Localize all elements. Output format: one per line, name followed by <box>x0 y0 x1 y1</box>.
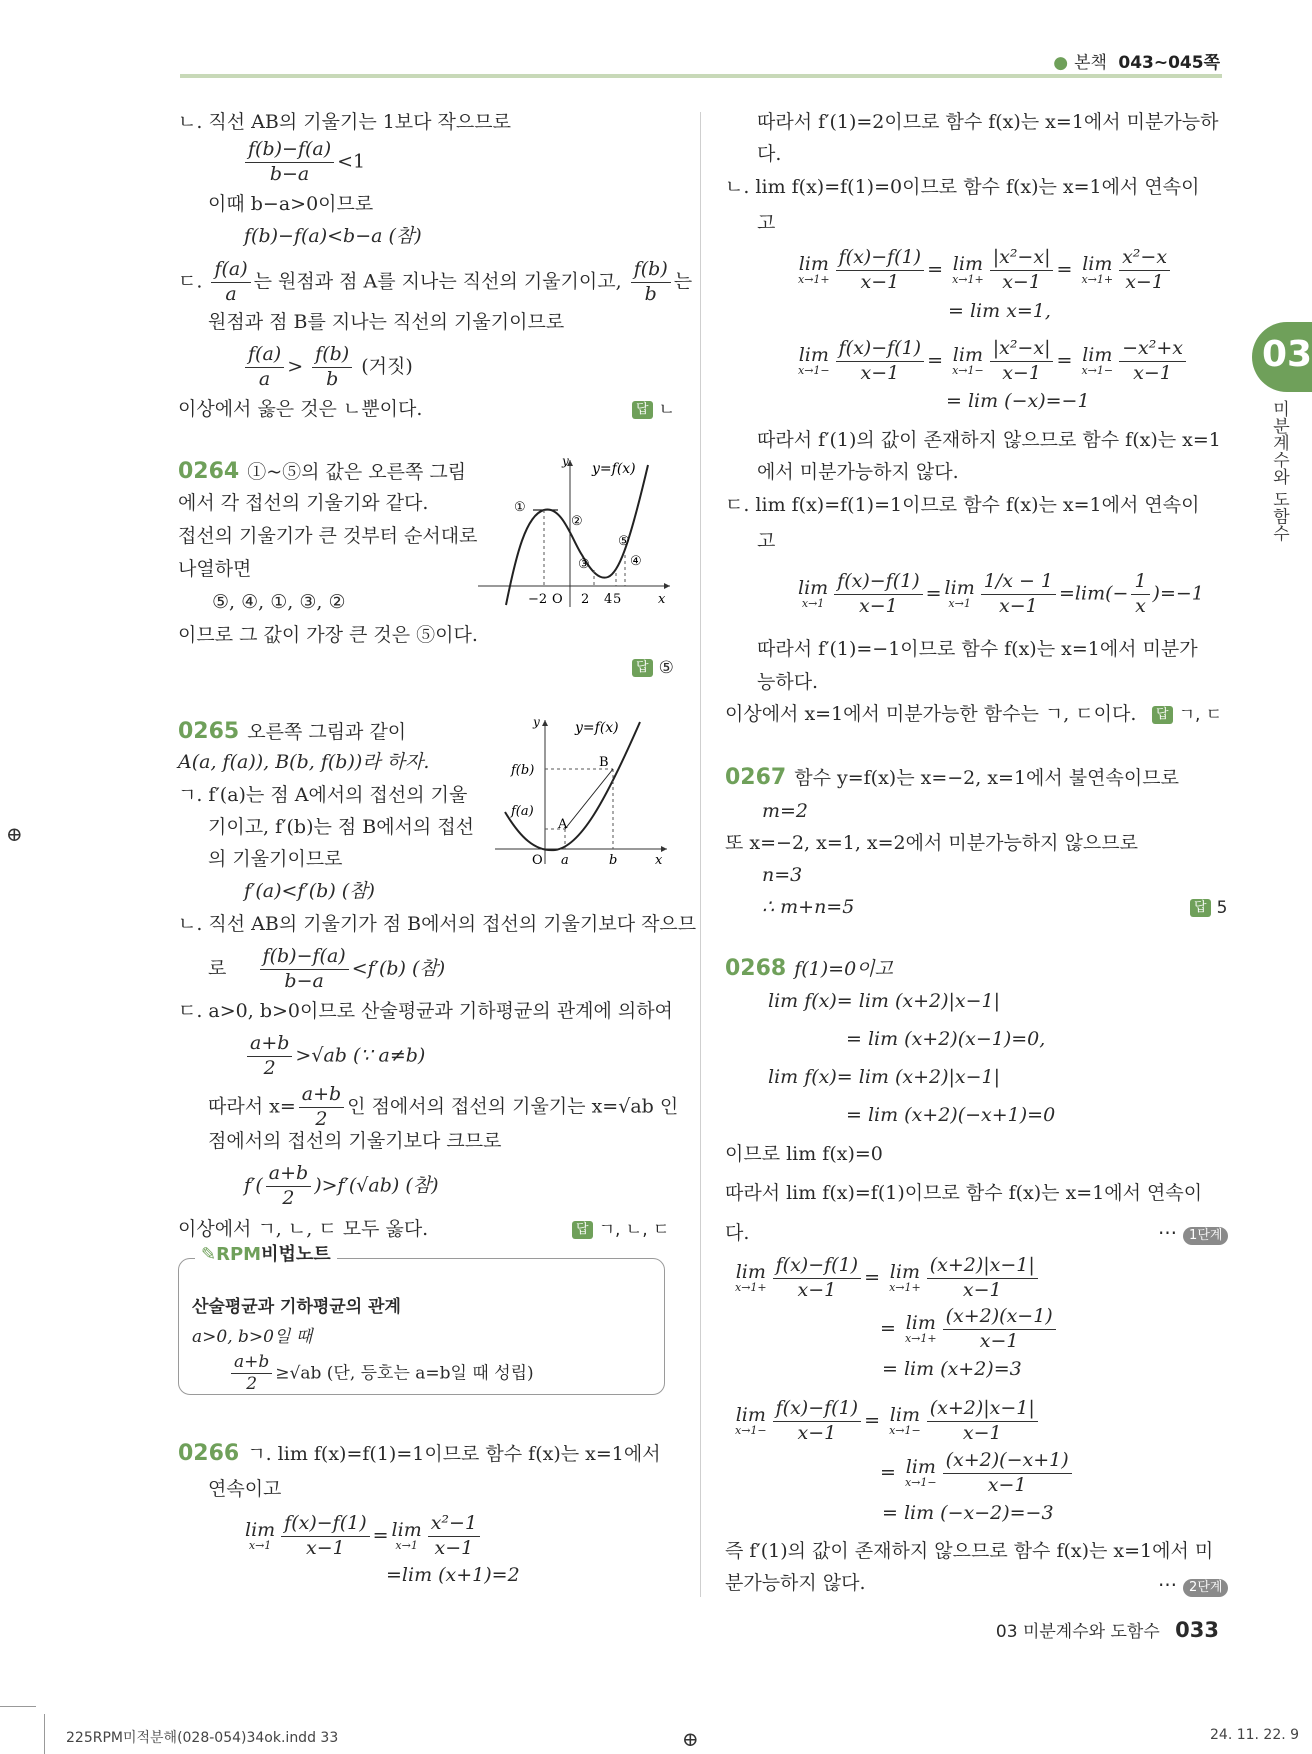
graph-265 <box>495 712 675 867</box>
crop-mark <box>0 1706 36 1707</box>
note-line: a>0, b>0일 때 <box>192 1327 313 1347</box>
answer-badge: 답 <box>1190 899 1211 917</box>
math-line: 따라서 x= $\frac{a+b}{2}$ 인 점에서의 접선의 기울기는 x=√ab 인 <box>208 1083 679 1130</box>
text-line: 능하다. <box>757 671 819 693</box>
math-line: lim x→1− $\frac{f(x)-f(1)}{x-1}$ = lim x→1− $\frac{\text{|x²−x|}}{x-1}$ = lim x→1− $\frac{\text{−x²+x}}{x-1}$ <box>795 337 1189 386</box>
text-line: ㄷ. lim f(x)=f(1)=1이므로 함수 f(x)는 x=1에서 연속이 <box>725 494 1200 516</box>
footer-chapter: 03 미분계수와 도함수 <box>995 1622 1160 1642</box>
text-line: 따라서 f′(1)의 값이 존재하지 않으므로 함수 f(x)는 x=1 <box>757 429 1221 451</box>
math-line: lim x→1− $\frac{f(x)-f(1)}{x-1}$ = lim x→1− $\frac{(x+2)|x-1|}{x-1}$ <box>732 1397 1041 1446</box>
math-line: = lim (−x)=−1 <box>946 390 1090 412</box>
math-line: = lim x=1, <box>948 300 1051 322</box>
text-line: 이상에서 x=1에서 미분가능한 함수는 ㄱ, ㄷ이다. <box>725 703 1137 725</box>
math-line: = lim x→1− $\frac{(x+2)(-x+1)}{x-1}$ <box>880 1449 1075 1498</box>
text-line: ㄴ. 직선 AB의 기울기는 1보다 작으므로 <box>178 111 511 133</box>
problem-268: 0268 f(1)=0이고 <box>725 956 893 981</box>
text-line: 분가능하지 않다. <box>725 1572 866 1594</box>
step-1-marker: ⋯ 1단계 <box>1158 1222 1228 1246</box>
registration-mark-icon: ⊕ <box>682 1727 699 1751</box>
math-line: lim x→1 $\frac{f(x)-f(1)}{x-1}$ = lim x→1 $\frac{\text{x²−1}}{x-1}$ <box>242 1512 483 1561</box>
math-line: ∴ m+n=5 <box>762 896 855 918</box>
math-line: m=2 <box>762 800 809 822</box>
problem-267: 0267 함수 y=f(x)는 x=−2, x=1에서 불연속이므로 <box>725 765 1179 790</box>
step-2-marker: ⋯ 2단계 <box>1158 1574 1228 1598</box>
answer: 답 ⑤ <box>632 658 674 679</box>
text-line: 따라서 f′(1)=2이므로 함수 f(x)는 x=1에서 미분가능하 <box>757 111 1219 133</box>
print-date: 24. 11. 22. 9 <box>1210 1727 1300 1743</box>
text-line: 점에서의 접선의 기울기보다 크므로 <box>208 1130 502 1152</box>
graph-x-label: x <box>658 592 666 607</box>
math-line: n=3 <box>762 864 803 886</box>
graph-264 <box>478 455 678 615</box>
text-line: 기이고, f′(b)는 점 B에서의 접선 <box>208 816 475 838</box>
label-A: A <box>558 817 568 832</box>
book-ref: 본책 <box>1074 53 1107 73</box>
label-fb: f(b) <box>511 763 535 778</box>
file-name: 225RPM미적분해(028-054)34ok.indd 33 <box>66 1730 339 1746</box>
math-line: lim x→1+ $\frac{f(x)-f(1)}{x-1}$ = lim x→1+ $\frac{\text{|x²−x|}}{x-1}$ = lim x→1+ $\frac{\text{x²−x}}{x-1}$ <box>795 246 1173 295</box>
note-formula: $\frac{a+b}{2}$ ≥√ab (단, 등호는 a=b일 때 성립) <box>228 1352 534 1396</box>
answer: 답 ㄴ <box>632 400 675 421</box>
text-line: 이상에서 ㄱ, ㄴ, ㄷ 모두 옳다. <box>178 1218 429 1240</box>
page-footer <box>996 1617 1219 1642</box>
math-line: $\frac{f(b)-f(a)}{b-a}$ <1 <box>242 138 365 187</box>
label-fa: f(a) <box>511 804 534 819</box>
math-line: = lim (x+2)(x−1)=0, <box>846 1028 1046 1050</box>
tick-origin: O <box>552 592 563 607</box>
text-line: ㄴ. 직선 AB의 기울기가 점 B에서의 접선의 기울기보다 작으므 <box>178 913 697 935</box>
text-line: ⑤, ④, ①, ③, ② <box>212 591 346 613</box>
answer: 답 5 <box>1190 898 1227 919</box>
rpm-note-tag: ✎RPM비법노트 <box>195 1240 337 1266</box>
text-line: 접선의 기울기가 큰 것부터 순서대로 <box>178 525 478 547</box>
math-line: lim f(x)= lim (x+2)|x−1| <box>768 1066 1001 1088</box>
text-line: 연속이고 <box>208 1478 282 1500</box>
text-line: 따라서 f′(1)=−1이므로 함수 f(x)는 x=1에서 미분가 <box>757 638 1198 660</box>
chapter-tab-title: 미분계수와 도함수 <box>1269 400 1289 542</box>
math-line: 로 $\frac{f(b)-f(a)}{b-a}$ <f′(b) (참) <box>208 945 446 992</box>
math-line: f′( $\frac{a+b}{2}$ )>f′(√ab) (참) <box>244 1162 439 1209</box>
math-line: =lim (x+1)=2 <box>386 1564 520 1586</box>
registration-mark-icon: ⊕ <box>6 822 23 846</box>
math-line: = lim x→1+ $\frac{(x+2)(x-1)}{x-1}$ <box>880 1305 1059 1354</box>
answer: 답 ㄱ, ㄷ <box>1152 705 1222 726</box>
text-line: 다. <box>725 1222 750 1244</box>
graph-x-label: x <box>655 853 663 868</box>
column-divider <box>700 112 701 1597</box>
label-a: a <box>561 853 569 868</box>
text-line: A(a, f(a)), B(b, f(b))라 하자. <box>178 751 430 773</box>
math-line: lim x→1+ $\frac{f(x)-f(1)}{x-1}$ = lim x→1+ $\frac{(x+2)|x-1|}{x-1}$ <box>732 1254 1041 1303</box>
math-line: $\frac{a+b}{2}$ >√ab (∵ a≠b) <box>244 1032 425 1081</box>
math-line: ㄷ. $\frac{f(a)}{a}$ 는 원점과 점 A를 지나는 직선의 기울기이고, $\frac{f(b)}{b}$ 는 <box>178 258 693 305</box>
note-title: 산술평균과 기하평균의 관계 <box>192 1297 401 1317</box>
math-line: f′(a)<f′(b) (참) <box>244 880 375 902</box>
math-line: = lim (x+2)(−x+1)=0 <box>846 1104 1056 1126</box>
math-line: = lim (x+2)=3 <box>882 1358 1022 1380</box>
math-line: 이므로 lim f(x)=0 <box>725 1143 883 1165</box>
tick-4: 4 <box>604 592 613 607</box>
text-line: 또 x=−2, x=1, x=2에서 미분가능하지 않으므로 <box>725 832 1138 854</box>
text-line: 에서 미분가능하지 않다. <box>757 461 959 483</box>
graph-y-label: y <box>533 715 540 729</box>
math-line: f(b)−f(a)<b−a (참) <box>244 225 422 247</box>
math-line: = lim (−x−2)=−3 <box>882 1502 1054 1524</box>
crop-mark <box>44 1714 45 1754</box>
math-line: lim x→1 $\frac{f(x)-f(1)}{x-1}$ = lim x→1 $\frac{1/x - 1}{x-1}$ =lim(− $\frac{1}{x}$ )=−1 <box>798 570 1204 617</box>
text-line: ㄴ. lim f(x)=f(1)=0이므로 함수 f(x)는 x=1에서 연속이 <box>725 176 1200 198</box>
math-line: $\frac{f(a)}{a}$ > $\frac{f(b)}{b}$ (거짓) <box>242 343 413 392</box>
mark-4: ④ <box>630 554 642 569</box>
tick-neg2: −2 <box>528 592 548 607</box>
label-B: B <box>599 755 609 770</box>
text-line: 따라서 lim f(x)=f(1)이므로 함수 f(x)는 x=1에서 연속이 <box>725 1182 1203 1204</box>
graph-y-label: y <box>562 454 569 468</box>
mark-1: ① <box>514 500 526 515</box>
label-b: b <box>609 853 618 868</box>
graph-func-label: y=f(x) <box>575 720 619 736</box>
text-line: 이므로 그 값이 가장 큰 것은 ⑤이다. <box>178 624 478 646</box>
text-line: 원점과 점 B를 지나는 직선의 기울기이므로 <box>208 311 565 333</box>
text-line: ㄷ. a>0, b>0이므로 산술평균과 기하평균의 관계에 의하여 <box>178 1000 673 1022</box>
pencil-icon: ✎ <box>201 1244 217 1265</box>
tick-5: 5 <box>613 592 622 607</box>
text-line: 의 기울기이므로 <box>208 848 343 870</box>
text-line: 고 <box>757 530 776 552</box>
text-line: 다. <box>757 143 782 165</box>
page-number: 033 <box>1175 1618 1219 1642</box>
problem-265: 0265 오른쪽 그림과 같이 <box>178 719 407 744</box>
bullet-icon: ● <box>1053 53 1069 73</box>
mark-5: ⑤ <box>618 534 630 549</box>
page-range: 043~045쪽 <box>1118 53 1220 73</box>
label-origin: O <box>532 853 543 868</box>
graph-func-label: y=f(x) <box>592 461 636 477</box>
answer-badge: 답 <box>572 1221 593 1239</box>
problem-266: 0266 ㄱ. lim f(x)=f(1)=1이므로 함수 f(x)는 x=1에서 <box>178 1441 661 1466</box>
text-line: 고 <box>757 212 776 234</box>
answer-badge: 답 <box>632 659 653 677</box>
answer-badge: 답 <box>632 401 653 419</box>
answer: 답 ㄱ, ㄴ, ㄷ <box>572 1220 669 1241</box>
mark-3: ③ <box>578 557 590 572</box>
math-line: lim f(x)= lim (x+2)|x−1| <box>768 990 1001 1012</box>
tick-2: 2 <box>581 592 590 607</box>
text-line: 이때 b−a>0이므로 <box>208 193 374 215</box>
text-line: 에서 각 접선의 기울기와 같다. <box>178 492 429 514</box>
chapter-tab-number: 03 <box>1262 334 1312 375</box>
page-header <box>1053 48 1220 73</box>
problem-264: 0264 ①~⑤의 값은 오른쪽 그림 <box>178 459 467 484</box>
text-line: 이상에서 옳은 것은 ㄴ뿐이다. <box>178 398 423 420</box>
text-line: ㄱ. f′(a)는 점 A에서의 접선의 기울 <box>178 784 468 806</box>
mark-2: ② <box>571 514 583 529</box>
text-line: 나열하면 <box>178 558 252 580</box>
answer-badge: 답 <box>1152 706 1173 724</box>
text-line: 즉 f′(1)의 값이 존재하지 않으므로 함수 f(x)는 x=1에서 미 <box>725 1540 1214 1562</box>
header-rule <box>180 74 1222 78</box>
